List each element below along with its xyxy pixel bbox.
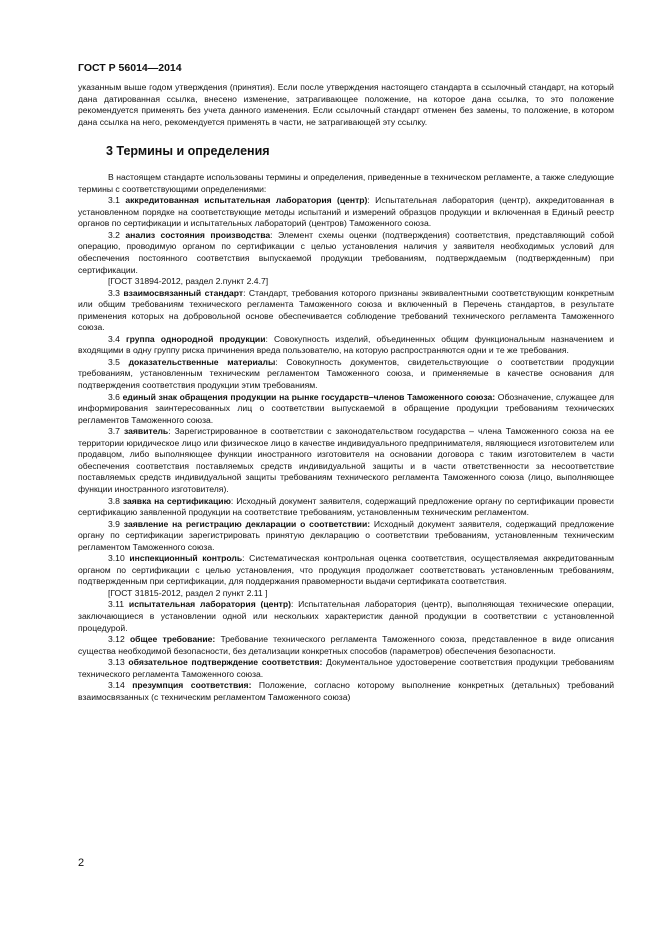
page-number: 2	[78, 857, 85, 869]
entry-term: общее требование:	[129, 634, 216, 645]
entry-term: заявление на регистрацию декларации о соответствии:	[123, 518, 371, 529]
entry-definition: : Совокупность изделий, объединенных общим функциональным назначением и входящими в одну группу риска причинения вреда пользователю, на которую распространяются одни и те же требования.	[78, 333, 615, 356]
document-header: ГОСТ Р 56014—2014	[78, 62, 182, 74]
definitions-list	[78, 195, 614, 703]
entry-term: единый знак обращения продукции на рынке государств–членов Таможенного союза:	[122, 391, 496, 402]
entry-definition: Положение, согласно которому выполнение конкретных (детальных) требований взаимосвязанных (с техническим регламентом Таможенного союза)	[78, 680, 615, 702]
entry-definition: : Элемент схемы оценки (подтверждения) соответствия, представляющий собой операцию, проводимую органом по сертификации с целью установления наличия у заявителя необходимых условий для обеспечения постоянного соответствия выпускаемой продукции требованиям, подтверждаемым (подтвержденным) при сертификации.	[78, 229, 615, 275]
section-lead: В настоящем стандарте использованы термины и определения, приведенные в техническом регламенте, а также следующие термины с соответствующими определениями:	[78, 172, 614, 194]
entry-term: заявка на сертификацию	[122, 495, 231, 506]
definition-entry	[78, 680, 614, 703]
entry-number: 3.1	[108, 195, 120, 206]
entry-number: 3.9	[108, 518, 120, 529]
definition-entry	[78, 657, 614, 680]
entry-term: испытательная лаборатория (центр)	[128, 599, 291, 610]
definition-entry	[78, 230, 614, 276]
definition-entry	[78, 334, 614, 357]
entry-term: обязательное подтверждение соответствия:	[128, 657, 323, 668]
definition-entry	[78, 634, 614, 657]
entry-number: 3.12	[108, 634, 125, 645]
entry-number: 3.7	[108, 426, 120, 437]
entry-number: 3.2	[108, 229, 120, 240]
entry-number: 3.10	[108, 553, 125, 564]
entry-definition: Исходный документ заявителя, содержащий предложение органу по сертификации зарегистрировать принятую декларацию о соответствии требованиям, установленным техническим регламентом Таможенного союза.	[78, 518, 614, 552]
reference-note: [ГОСТ 31815-2012, раздел 2 пункт 2.11 ]	[108, 587, 268, 598]
definition-entry	[78, 496, 614, 519]
entry-term: инспекционный контроль	[129, 553, 243, 564]
entry-definition: : Совокупность документов, свидетельствующие о соответствии продукции требованиям, установленным техническим регламентом Таможенного союза, и применяемые в качестве основания для подтверждения соответствия продукции этим требованиям.	[78, 356, 614, 391]
definition-entry	[78, 288, 614, 334]
entry-term: доказательственные материалы	[128, 356, 276, 367]
entry-number: 3.14	[108, 680, 125, 691]
entry-number: 3.6	[108, 391, 120, 402]
entry-number: 3.5	[108, 356, 120, 367]
definition-entry	[78, 357, 614, 392]
entry-number: 3.3	[108, 287, 120, 298]
entry-definition: Документальное удостоверение соответствия продукции требованиям технического регламента Таможенного союза.	[78, 657, 614, 679]
entry-number: 3.11	[108, 599, 125, 610]
entry-definition: Требование технического регламента Таможенного союза, представленное в виде описания существа необходимой безопасности, без детализации конкретных способов (параметров) обеспечения безопасности.	[78, 634, 614, 656]
entry-number: 3.13	[108, 657, 125, 668]
entry-definition: : Испытательная лаборатория (центр), аккредитованная в установленном порядке на соответствующие методы испытаний и измерений образцов продукции и включенная в Единый реестр органов по сертификации и испытательных лабораторий (центров) Таможенного союза.	[78, 195, 615, 229]
entry-term: аккредитованная испытательная лаборатория (центр)	[125, 195, 368, 206]
entry-term: презумпция соответствия:	[132, 680, 252, 691]
entry-term: заявитель	[123, 426, 169, 437]
document-body	[78, 82, 614, 703]
definition-entry	[78, 426, 614, 495]
entry-definition: : Зарегистрированное в соответствии с законодательством государства – члена Таможенного союза на ее территории юридическое лицо или физическое лицо в качестве индивидуального предпринимателя, являющиеся изготовителем или продавцом, либо выполняющее функции иностранного изготовителя на основании договора с таким изготовителем в части обеспечения соответствия поставляемых средств индивидуальной защиты и в части ответственности за несоответствие поставляемых средств индивидуальной защиты требованиям технического регламента Таможенного союза (лицо, выполняющее функции иностранного изготовителя).	[78, 426, 614, 494]
section-title: 3 Термины и определения	[106, 144, 270, 159]
definition-entry	[78, 392, 614, 427]
entry-definition: : Систематическая контрольная оценка соответствия, осуществляемая аккредитованным органом по сертификации с целью установления, что продукция продолжает соответствовать установленным требованиям, подтвержденным при сертификации, для поддержания правомерности выдачи сертификата соответствия.	[78, 553, 615, 587]
definition-entry	[78, 553, 614, 588]
definition-entry	[78, 599, 614, 634]
entry-term: группа однородной продукции	[126, 333, 266, 344]
entry-term: взаимосвязанный стандарт	[123, 287, 244, 298]
entry-term: анализ состояния производства	[125, 229, 271, 240]
reference-note: [ГОСТ 31894-2012, раздел 2.пункт 2.4.7]	[108, 276, 269, 287]
entry-number: 3.4	[108, 333, 120, 344]
entry-definition: : Испытательная лаборатория (центр), выполняющая технические операции, заключающиеся в установлении одной или нескольких характеристик данной продукции в соответствии с установленной процедурой.	[78, 599, 615, 633]
entry-definition: : Исходный документ заявителя, содержащий предложение органу по сертификации провести сертификацию заявленной продукции на соответствие требованиям, установленным техническим регламентом.	[78, 495, 614, 518]
entry-definition: : Стандарт, требования которого признаны эквивалентными соответствующим конкретным или общим требованиям технического регламента Таможенного союза и включенный в Перечень стандартов, в результате применения которых на добровольной основе обеспечивается соблюдение требований технического регламента Таможенного союза.	[78, 287, 614, 333]
definition-entry	[78, 195, 614, 230]
entry-number: 3.8	[108, 495, 120, 506]
entry-definition: Обозначение, служащее для информирования заинтересованных лиц о соответствии выпускаемой в обращение продукции требованиям технических регламентов Таможенного союза.	[78, 391, 615, 425]
intro-paragraph: указанным выше годом утверждения (принятия). Если после утверждения настоящего стандарта в ссылочный стандарт, на который дана датированная ссылка, внесено изменение, затрагивающее положение, на которое дана ссылка, то это положение рекомендуется применять без учета данного изменения. Если ссылочный стандарт отменен без замены, то положение, в котором дана ссылка на него, рекомендуется применять в части, не затрагивающей эту ссылку.	[78, 82, 614, 127]
definition-entry	[78, 519, 614, 554]
